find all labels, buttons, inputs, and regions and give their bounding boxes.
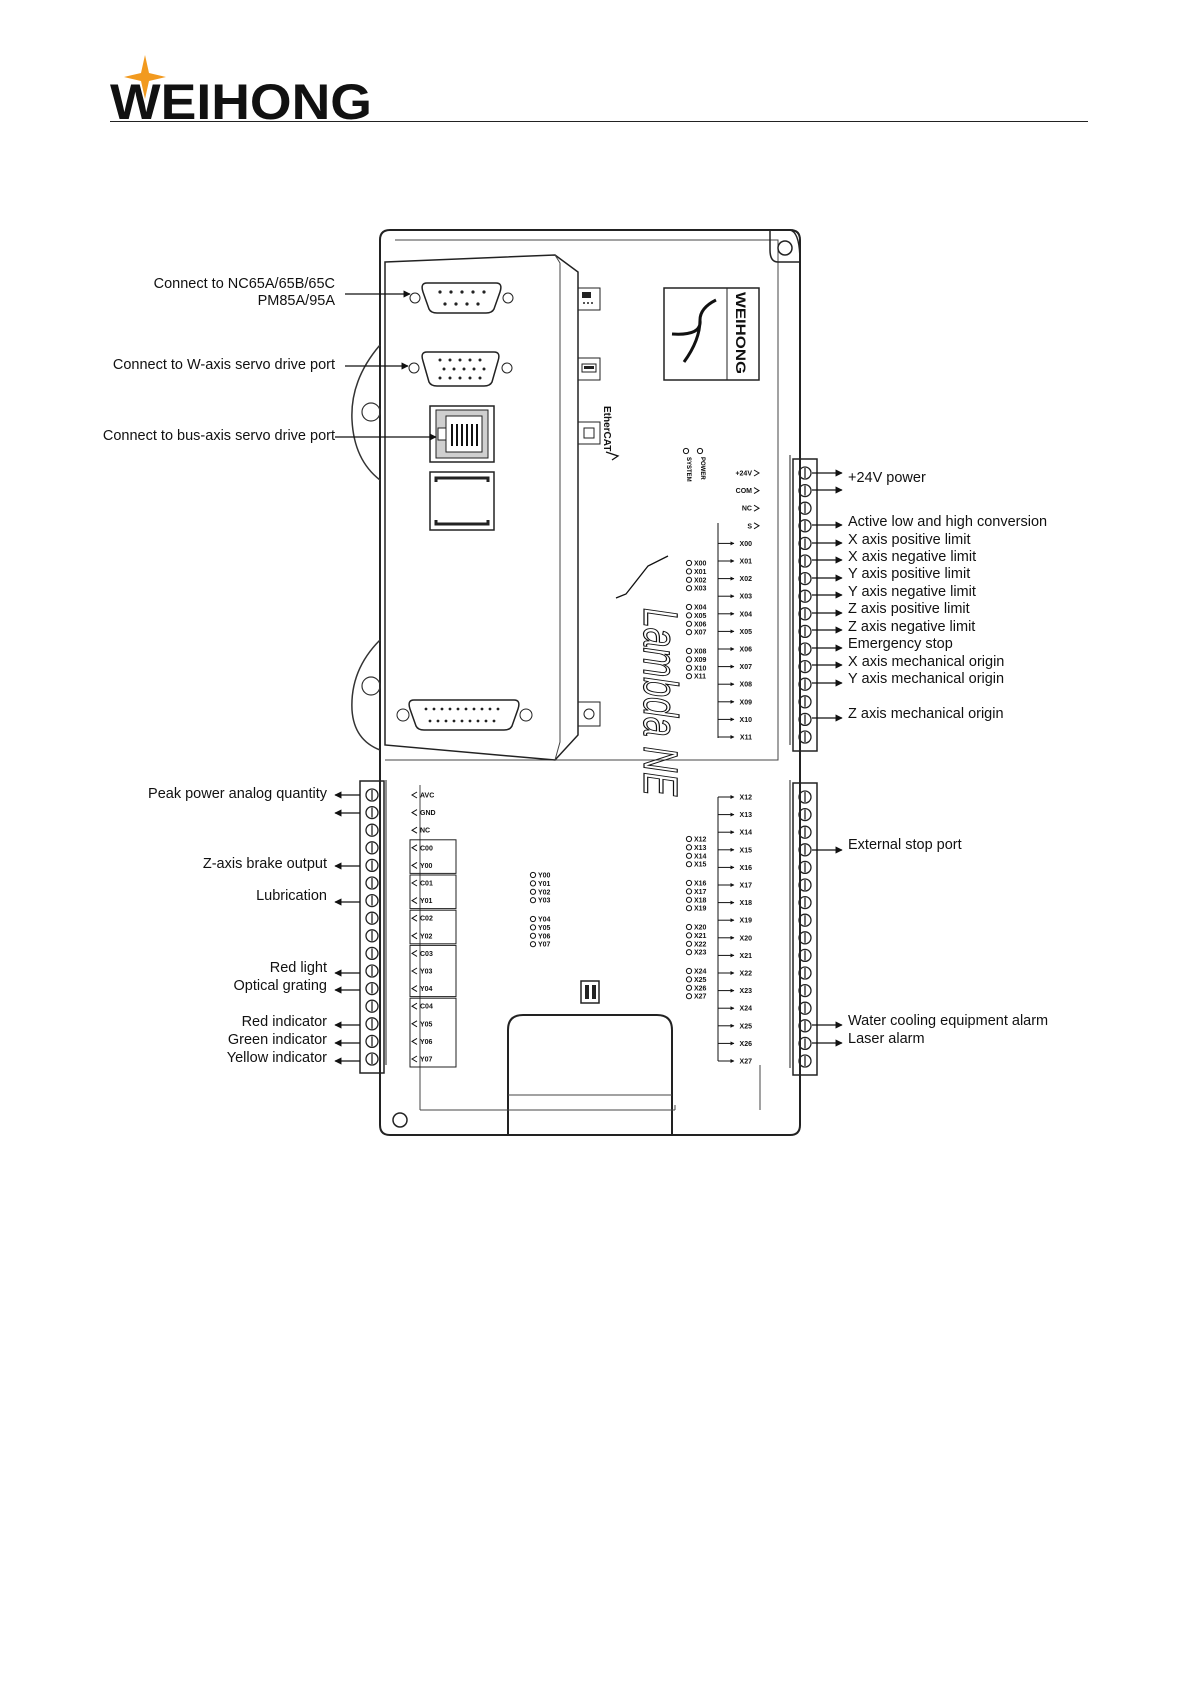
led-dot-icon [686, 924, 691, 929]
top-pin-label: S [747, 523, 752, 531]
led-label: Y03 [538, 897, 551, 905]
led-label: X04 [694, 604, 707, 612]
led-dot-icon [686, 950, 691, 955]
led-dot-icon [686, 977, 691, 982]
led-dot-icon [686, 862, 691, 867]
led-label: X12 [694, 836, 707, 844]
led-dot-icon [686, 648, 691, 653]
led-dot-icon [530, 898, 535, 903]
input-pin-label: X15 [739, 847, 752, 855]
input-pin-label: X12 [739, 794, 752, 802]
output-pin-label: C03 [420, 950, 433, 958]
output-pin-label: GND [420, 810, 436, 818]
led-label: X06 [694, 621, 707, 629]
z-origin-label: Z axis mechanical origin [848, 706, 1004, 722]
output-pin-label: Y07 [420, 1056, 433, 1064]
input-pin-label: X10 [739, 716, 752, 724]
led-dot-icon [686, 604, 691, 609]
laser-alarm-label: Laser alarm [848, 1031, 925, 1047]
pin-arrow-icon [412, 915, 417, 921]
input-pin-label: X17 [739, 882, 752, 890]
power-24v-label: +24V power [848, 470, 926, 486]
led-label: X03 [694, 585, 707, 593]
led-dot-icon [530, 881, 535, 886]
connector-panel [385, 255, 578, 760]
led-label: X00 [694, 560, 707, 568]
output-pin-label: C00 [420, 845, 433, 853]
led-label: X01 [694, 568, 707, 576]
panel-icon-port [578, 702, 600, 726]
led-label: X09 [694, 656, 707, 664]
pin-arrow-icon [412, 845, 417, 851]
svg-text:POWER: POWER [699, 457, 705, 480]
peak-power-label: Peak power analog quantity [148, 786, 327, 802]
external-stop-label: External stop port [848, 837, 962, 853]
input-pin-label: X14 [739, 829, 752, 837]
led-label: X07 [694, 629, 707, 637]
lambda-symbol-icon [672, 300, 716, 362]
w-axis-port-label: Connect to W-axis servo drive port [112, 357, 335, 373]
side-bump-upper [352, 345, 380, 480]
pin-arrow-icon [754, 523, 759, 529]
panel-icon-network [578, 422, 600, 444]
led-dot-icon [686, 985, 691, 990]
usb-port-front[interactable] [581, 981, 599, 1003]
led-label: X20 [694, 924, 707, 932]
panel-icon-usb [578, 358, 600, 380]
led-label: X02 [694, 577, 707, 585]
output-group-box [410, 998, 456, 1067]
terminal-pin-labels [410, 470, 759, 1067]
led-label: X25 [694, 976, 707, 984]
pin-arrow-icon [412, 1056, 417, 1062]
led-dot-icon [530, 889, 535, 894]
output-pin-label: Y05 [420, 1021, 433, 1029]
green-indicator-label: Green indicator [227, 1032, 327, 1048]
input-pin-label: X18 [739, 900, 752, 908]
input-pin-label: X07 [739, 664, 752, 672]
led-label: X18 [694, 897, 707, 905]
pin-arrow-icon [412, 880, 417, 886]
y-pos-limit-label: Y axis positive limit [848, 566, 971, 582]
output-group-box [410, 945, 456, 996]
led-label: X17 [694, 888, 707, 896]
led-dot-icon [686, 853, 691, 858]
input-pin-label: X04 [739, 611, 752, 619]
svg-text:SYSTEM: SYSTEM [685, 457, 691, 482]
led-label: Y06 [538, 933, 551, 941]
pin-arrow-icon [412, 933, 417, 939]
lower-bay [508, 1015, 672, 1134]
side-bump-lower [352, 640, 380, 750]
pin-arrow-icon [412, 986, 417, 992]
led-dot-icon [686, 630, 691, 635]
svg-text:WEIHONG: WEIHONG [733, 292, 749, 361]
led-dot-icon [530, 925, 535, 930]
led-dot-icon [686, 560, 691, 565]
db9-connector[interactable] [410, 283, 513, 313]
blank-port-cover [430, 472, 494, 530]
led-dot-icon [686, 994, 691, 999]
led-dot-icon [686, 845, 691, 850]
input-pin-label: X16 [739, 864, 752, 872]
top-pin-label: NC [741, 505, 752, 513]
model-wordmark [616, 556, 686, 862]
led-label: Y05 [538, 924, 551, 932]
led-dot-icon [686, 941, 691, 946]
led-label: X26 [694, 985, 707, 993]
svg-text:Lambda NE: Lambda NE [633, 608, 686, 862]
output-pin-label: C02 [420, 915, 433, 923]
led-dot-icon [686, 674, 691, 679]
input-pin-label: X25 [739, 1023, 752, 1031]
led-label: Y02 [538, 889, 551, 897]
led-label: X24 [694, 968, 707, 976]
pin-arrow-icon [412, 862, 417, 868]
panel-icon-handwheel [578, 288, 600, 310]
input-pin-label: X00 [739, 540, 752, 548]
z-pos-limit-label: Z axis positive limit [848, 601, 970, 617]
led-label: Y01 [538, 880, 551, 888]
nc65a-connector-label: Connect to NC65A/65B/65C PM85A/95A [153, 276, 335, 309]
output-pin-label: Y01 [420, 898, 433, 906]
input-pin-label: X21 [739, 952, 752, 960]
led-label: X15 [694, 861, 707, 869]
led-label: X21 [694, 932, 707, 940]
mount-ear-top-right [770, 230, 800, 262]
output-pin-label: Y02 [420, 933, 433, 941]
red-indicator-label: Red indicator [241, 1014, 327, 1030]
x-origin-label: X axis mechanical origin [848, 654, 1005, 670]
led-label: Y07 [538, 941, 551, 949]
active-conversion-label: Active low and high conversion [848, 514, 1048, 530]
input-pin-label: X13 [739, 812, 752, 820]
led-label: X13 [694, 844, 707, 852]
water-cooling-alarm-label: Water cooling equipment alarm [848, 1013, 1049, 1029]
led-dot-icon [686, 569, 691, 574]
input-pin-label: X11 [739, 734, 752, 742]
input-pin-label: X23 [739, 988, 752, 996]
led-dot-icon [686, 577, 691, 582]
left-terminal-block [360, 780, 386, 1073]
pin-arrow-icon [412, 792, 417, 798]
ethercat-label: EtherCAT [601, 406, 612, 452]
led-label: X22 [694, 941, 707, 949]
lubrication-label: Lubrication [256, 888, 327, 904]
led-dot-icon [530, 916, 535, 921]
led-dot-icon [530, 942, 535, 947]
right-terminal-block [790, 455, 817, 1075]
led-label: X27 [694, 993, 707, 1001]
pin-arrow-icon [412, 1038, 417, 1044]
input-pin-label: X20 [739, 935, 752, 943]
led-label: X05 [694, 612, 707, 620]
z-brake-label: Z-axis brake output [202, 856, 327, 872]
led-dot-icon [686, 889, 691, 894]
bus-axis-port-label: Connect to bus-axis servo drive port [102, 428, 335, 444]
pin-arrow-icon [412, 827, 417, 833]
input-pin-label: X01 [739, 558, 752, 566]
led-dot-icon [530, 872, 535, 877]
led-dot-icon [686, 968, 691, 973]
input-pin-label: X24 [739, 1005, 752, 1013]
input-pin-label: X26 [739, 1040, 752, 1048]
led-dot-icon [686, 906, 691, 911]
pin-arrow-icon [412, 968, 417, 974]
red-light-label: Red light [269, 960, 327, 976]
input-pin-label: X05 [739, 628, 752, 636]
pin-arrow-icon [412, 898, 417, 904]
led-dot-icon [530, 933, 535, 938]
input-pin-label: X08 [739, 681, 752, 689]
led-dot-icon [686, 613, 691, 618]
db15-w-axis-connector[interactable] [409, 352, 512, 386]
output-pin-label: C04 [420, 1003, 433, 1011]
led-dot-icon [686, 621, 691, 626]
pin-arrow-icon [754, 488, 759, 494]
db25-connector[interactable] [397, 700, 532, 730]
input-pin-label: X27 [739, 1058, 752, 1066]
pin-arrow-icon [412, 950, 417, 956]
emergency-stop-label: Emergency stop [848, 636, 953, 652]
led-label: Y04 [538, 916, 551, 924]
optical-grating-label: Optical grating [233, 978, 327, 994]
yellow-indicator-label: Yellow indicator [226, 1050, 327, 1066]
led-label: X19 [694, 905, 707, 913]
y-neg-limit-label: Y axis negative limit [848, 584, 976, 600]
output-pin-label: Y04 [420, 986, 433, 994]
led-label: X11 [694, 673, 707, 681]
pin-arrow-icon [754, 470, 759, 476]
mount-hole-bottom-left [393, 1113, 407, 1127]
output-pin-label: Y06 [420, 1038, 433, 1046]
top-pin-label: COM [735, 488, 752, 496]
led-dot-icon [686, 897, 691, 902]
output-pin-label: C01 [420, 880, 433, 888]
led-dot-icon [686, 665, 691, 670]
input-pin-label: X03 [739, 593, 752, 601]
input-pin-label: X22 [739, 970, 752, 978]
output-pin-label: Y00 [420, 862, 433, 870]
led-label: X08 [694, 648, 707, 656]
rj45-bus-axis-port[interactable] [430, 406, 494, 462]
front-logo-plate [664, 288, 759, 380]
led-dot-icon [686, 586, 691, 591]
input-pin-label: X06 [739, 646, 752, 654]
output-pin-label: AVC [420, 792, 435, 800]
pin-arrow-icon [412, 810, 417, 816]
input-pin-label: X19 [739, 917, 752, 925]
led-dot-icon [686, 657, 691, 662]
x-neg-limit-label: X axis negative limit [848, 549, 977, 565]
led-dot-icon [686, 836, 691, 841]
y-origin-label: Y axis mechanical origin [848, 671, 1005, 687]
input-pin-label: X09 [739, 699, 752, 707]
status-leds [683, 448, 705, 481]
z-neg-limit-label: Z axis negative limit [848, 619, 976, 635]
pin-arrow-icon [412, 1021, 417, 1027]
led-label: Y00 [538, 872, 551, 880]
callout-arrows [335, 294, 842, 1061]
pin-arrow-icon [754, 505, 759, 511]
led-dot-icon [686, 880, 691, 885]
led-dot-icon [686, 933, 691, 938]
led-label: X10 [694, 665, 707, 673]
led-label: X23 [694, 949, 707, 957]
top-pin-label: +24V [735, 470, 752, 478]
led-label: X14 [694, 853, 707, 861]
x-pos-limit-label: X axis positive limit [848, 532, 971, 548]
led-label: X16 [694, 880, 707, 888]
output-pin-label: NC [420, 827, 431, 835]
input-pin-label: X02 [739, 576, 752, 584]
pin-arrow-icon [412, 1003, 417, 1009]
output-pin-label: Y03 [420, 968, 433, 976]
logo-text: WEIHONG [110, 74, 372, 125]
